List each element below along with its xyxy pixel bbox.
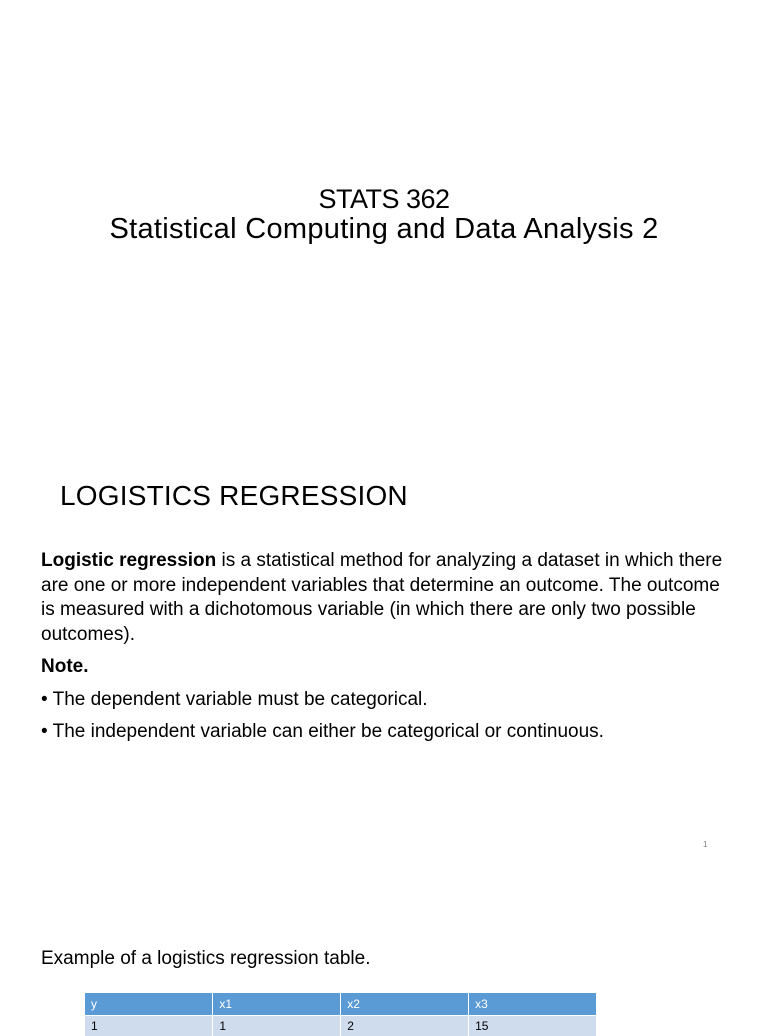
example-table-container — [85, 993, 597, 1024]
bullet-item-independent: • The independent variable can either be categorical or continuous. — [41, 720, 604, 744]
bullet-item-dependent: • The dependent variable must be categorical. — [41, 688, 428, 712]
section-heading: LOGISTICS REGRESSION — [60, 478, 408, 514]
table-row — [85, 1016, 597, 1036]
definition-term: Logistic regression — [41, 550, 216, 571]
course-title: Statistical Computing and Data Analysis 2 — [0, 210, 768, 248]
table-cell: 15 — [469, 1016, 597, 1036]
definition-paragraph — [41, 549, 731, 647]
note-label: Note. — [41, 655, 89, 679]
table-header-row — [85, 993, 597, 1016]
table-header-cell: x3 — [469, 993, 597, 1016]
course-code: STATS 362 — [0, 182, 768, 216]
table-header-cell: x2 — [341, 993, 469, 1016]
table-cell: 1 — [85, 1016, 213, 1036]
table-header-cell: y — [85, 993, 213, 1016]
table-header-cell: x1 — [213, 993, 341, 1016]
example-caption: Example of a logistics regression table. — [41, 947, 371, 971]
example-table — [85, 993, 597, 1036]
page-number: 1 — [703, 840, 707, 849]
definition-text: is a statistical method for analyzing a dataset in which there are one or more independent variables that determine an outcome. The outcome is measured with a dichotomous variable (in which there are only two possible outcomes). — [41, 550, 722, 645]
table-cell: 1 — [213, 1016, 341, 1036]
table-cell: 2 — [341, 1016, 469, 1036]
